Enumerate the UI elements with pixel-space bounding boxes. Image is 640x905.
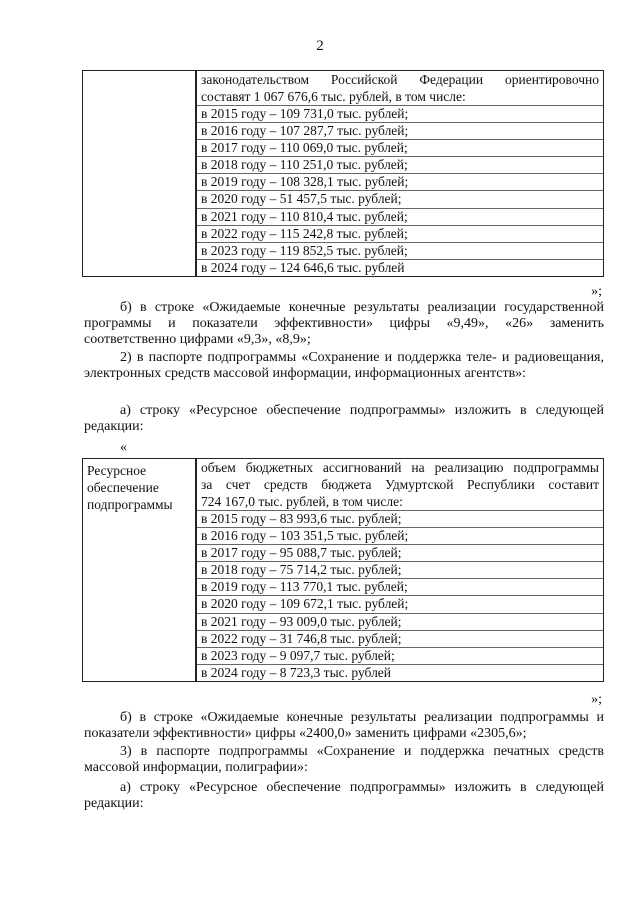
table-value-cell	[196, 71, 604, 277]
paragraph-a3: а) строку «Ресурсное обеспечение подпрограммы» изложить в следующей редакции:	[84, 780, 604, 811]
paragraph-a2: а) строку «Ресурсное обеспечение подпрограммы» изложить в следующей редакции:	[84, 403, 604, 434]
year-row: в 2023 году – 9 097,7 тыс. рублей;	[197, 648, 603, 665]
year-row: в 2021 году – 110 810,4 тыс. рублей;	[197, 209, 603, 226]
opening-quote: «	[120, 440, 127, 455]
year-row: в 2020 году – 51 457,5 тыс. рублей;	[197, 191, 603, 208]
year-row: в 2024 году – 8 723,3 тыс. рублей	[201, 664, 392, 680]
year-row: в 2017 году – 95 088,7 тыс. рублей;	[197, 545, 603, 562]
year-row: в 2016 году – 107 287,7 тыс. рублей;	[197, 123, 603, 140]
year-row: в 2015 году – 109 731,0 тыс. рублей;	[197, 106, 603, 123]
year-row: в 2018 году – 110 251,0 тыс. рублей;	[197, 157, 603, 174]
table-value-cell	[196, 459, 604, 682]
year-row: в 2016 году – 103 351,5 тыс. рублей;	[197, 528, 603, 545]
year-row: в 2022 году – 115 242,8 тыс. рублей;	[197, 226, 603, 243]
paragraph-2: 2) в паспорте подпрограммы «Сохранение и поддержка теле- и радиовещания, электронных средств массовой информации, информационных агентств»:	[84, 350, 604, 381]
closing-quote: »;	[591, 692, 602, 707]
year-row: в 2019 году – 108 328,1 тыс. рублей;	[197, 174, 603, 191]
year-row: в 2023 году – 119 852,5 тыс. рублей;	[197, 243, 603, 260]
table-header-line: законодательством Российской Федерации ориентировочно	[201, 72, 599, 87]
resource-table-continued	[82, 70, 604, 277]
paragraph-3: 3) в паспорте подпрограммы «Сохранение и поддержка печатных средств массовой информации, полиграфии»:	[84, 744, 604, 775]
year-row: в 2017 году – 110 069,0 тыс. рублей;	[197, 140, 603, 157]
paragraph-b1: б) в строке «Ожидаемые конечные результаты реализации государственной программы и показатели эффективности» цифры «9,49», «26» заменить соответственно цифрами «9,3», «8,9»;	[84, 300, 604, 347]
table-header-line: 724 167,0 тыс. рублей, в том числе:	[197, 493, 603, 511]
table-header-line: за счет средств бюджета Удмуртской Республики составит	[201, 477, 599, 492]
year-row: в 2024 году – 124 646,6 тыс. рублей	[201, 259, 405, 275]
table-header-line: объем бюджетных ассигнований на реализацию подпрограммы	[201, 460, 599, 475]
year-row: в 2022 году – 31 746,8 тыс. рублей;	[197, 631, 603, 648]
closing-quote: »;	[591, 284, 602, 299]
resource-label: Ресурсное обеспечение подпрограммы	[87, 463, 173, 512]
table-label-cell-empty	[83, 71, 197, 277]
year-row: в 2018 году – 75 714,2 тыс. рублей;	[197, 562, 603, 579]
year-row: в 2019 году – 113 770,1 тыс. рублей;	[197, 579, 603, 596]
year-row: в 2015 году – 83 993,6 тыс. рублей;	[197, 511, 603, 528]
table-label-cell	[83, 459, 197, 682]
page-number: 2	[316, 38, 324, 54]
year-row: в 2020 году – 109 672,1 тыс. рублей;	[197, 596, 603, 613]
resource-table	[82, 458, 604, 682]
year-row: в 2021 году – 93 009,0 тыс. рублей;	[197, 614, 603, 631]
table-header-line: составят 1 067 676,6 тыс. рублей, в том числе:	[197, 88, 603, 106]
paragraph-b2: б) в строке «Ожидаемые конечные результаты реализации подпрограммы и показатели эффективности» цифры «2400,0» заменить цифрами «2305,6»;	[84, 710, 604, 741]
